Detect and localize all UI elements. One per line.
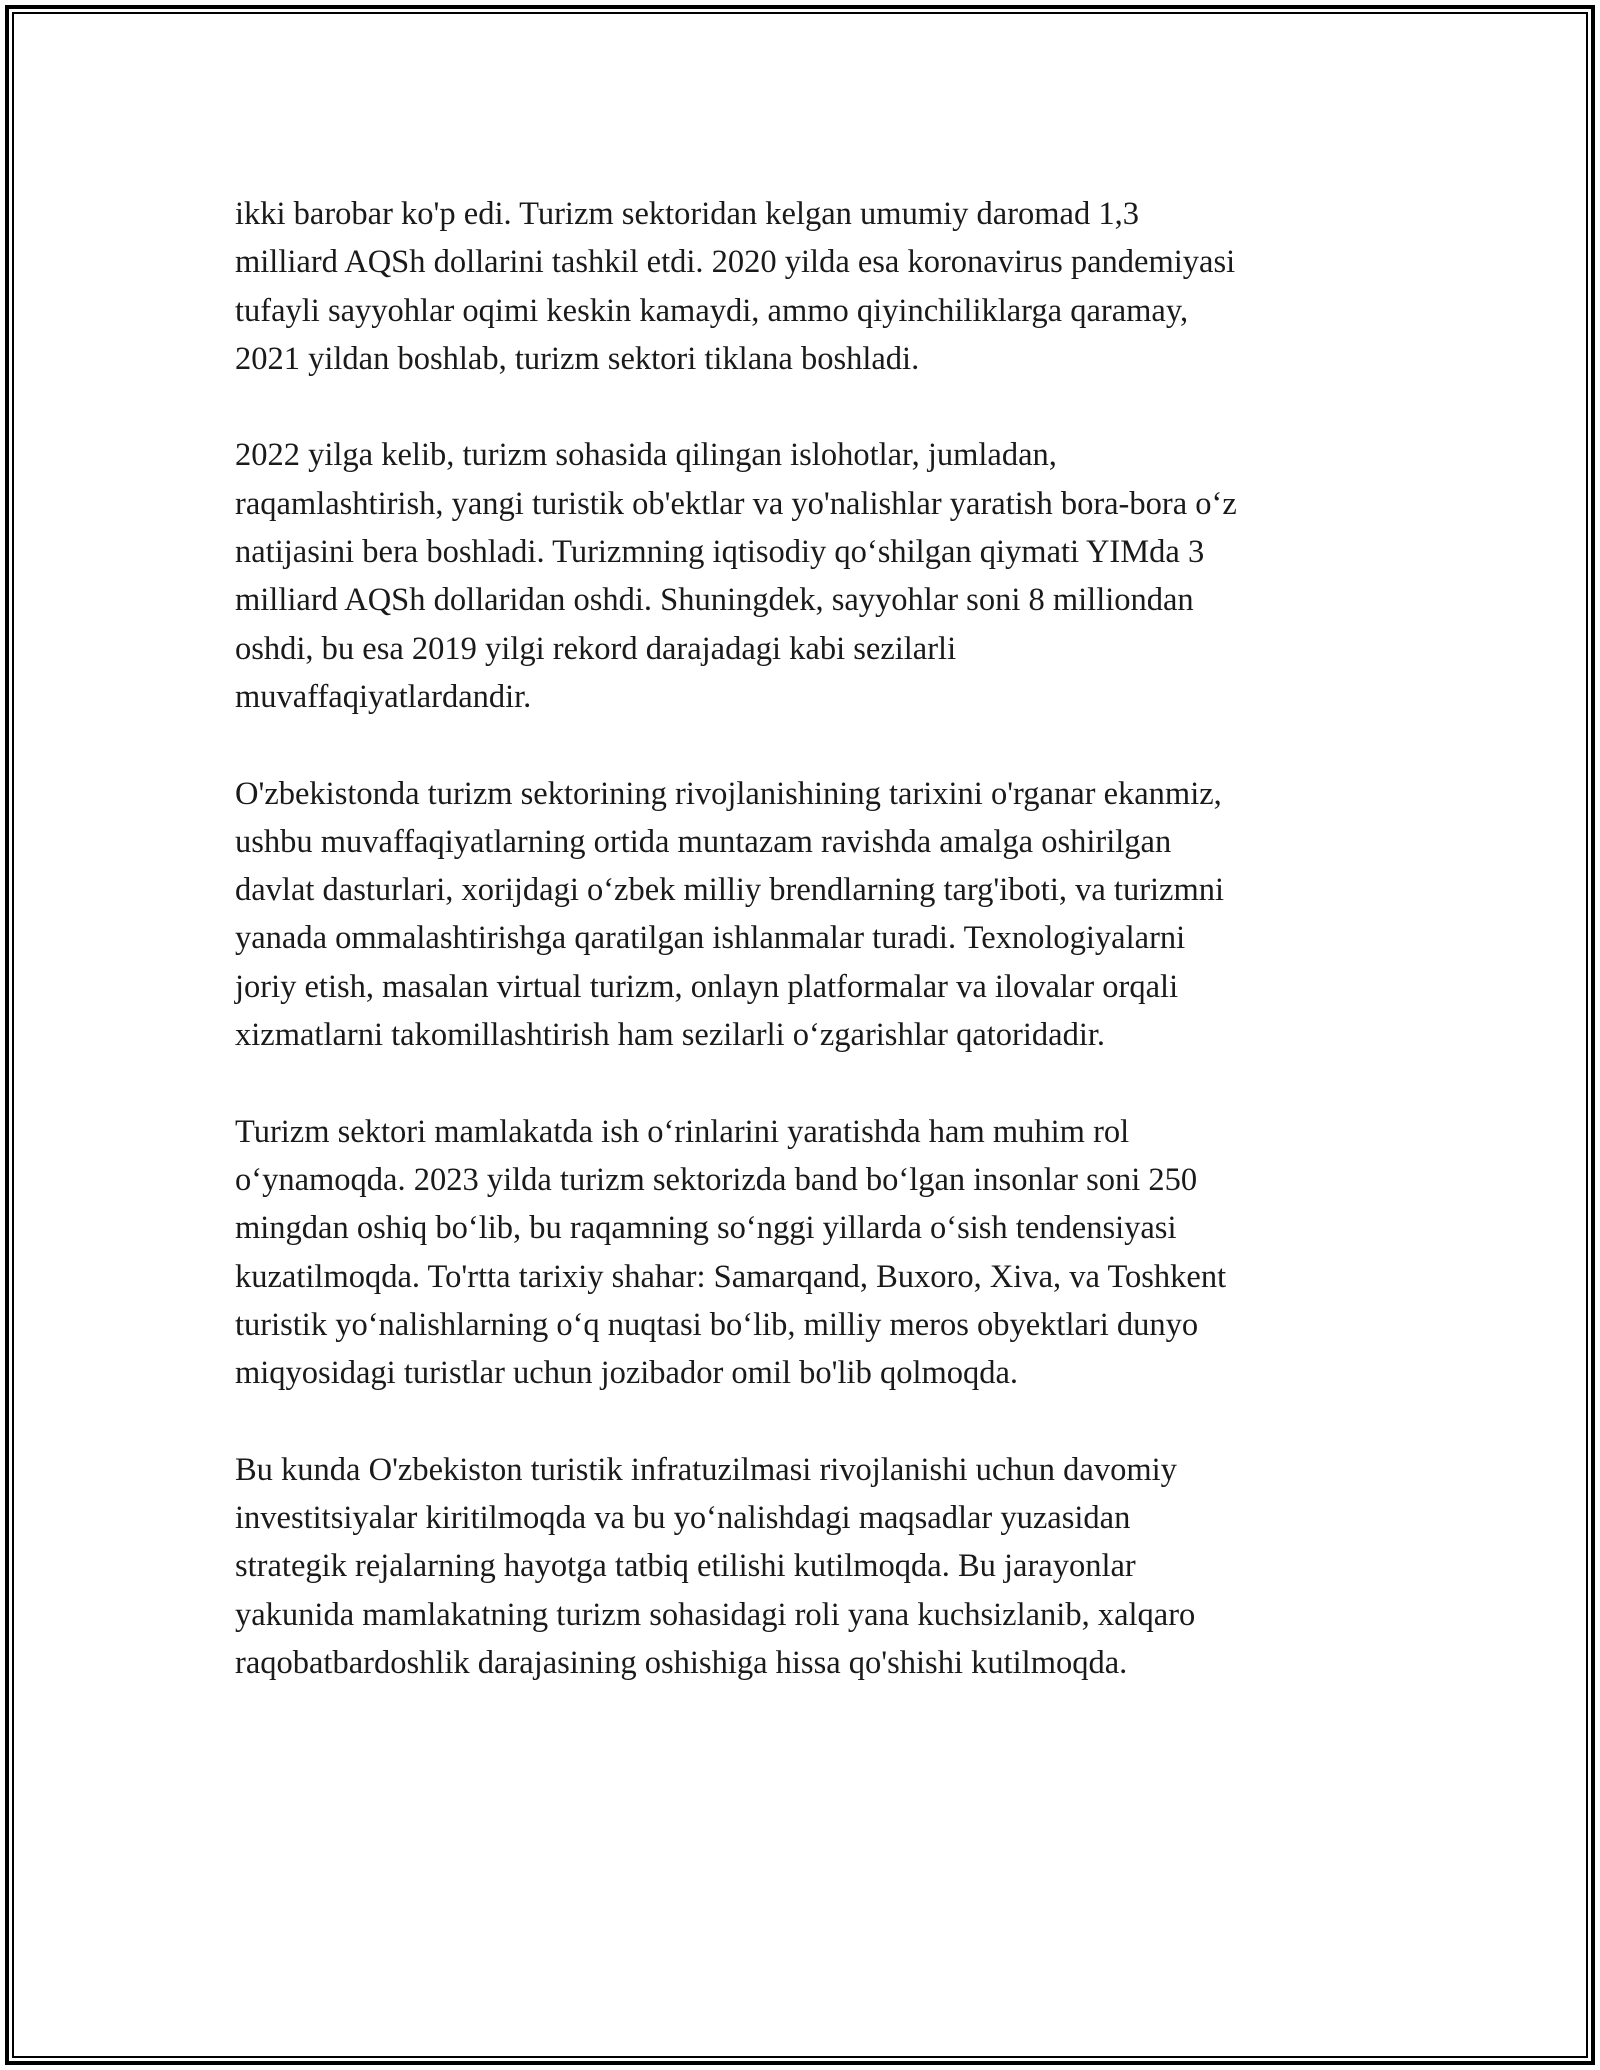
text-line: ushbu muvaffaqiyatlarning ortida muntazam ravishda amalga oshirilgan	[235, 823, 1172, 860]
text-line: strategik rejalarning hayotga tatbiq etilishi kutilmoqda. Bu jarayonlar	[235, 1548, 1136, 1585]
text-line: milliard AQSh dollaridan oshdi. Shuningdek, sayyohlar soni 8 milliondan	[235, 582, 1194, 619]
text-line: joriy etish, masalan virtual turizm, onlayn platformalar va ilovalar orqali	[235, 968, 1179, 1005]
text-line: Bu kunda O'zbekiston turistik infratuzilmasi rivojlanishi uchun davomiy	[235, 1451, 1177, 1488]
text-line: ikki barobar ko'p edi. Turizm sektoridan kelgan umumiy daromad 1,3	[235, 196, 1139, 232]
paragraph-3	[235, 770, 1390, 1060]
paragraph-1	[235, 190, 1390, 383]
text-line: milliard AQSh dollarini tashkil etdi. 2020 yilda esa koronavirus pandemiyasi	[235, 244, 1236, 281]
text-line: oshdi, bu esa 2019 yilgi rekord darajadagi kabi sezilarli	[235, 630, 957, 667]
paragraph-4	[235, 1108, 1390, 1398]
text-line: kuzatilmoqda. To'rtta tarixiy shahar: Samarqand, Buxoro, Xiva, va Toshkent	[235, 1258, 1227, 1295]
text-line: muvaffaqiyatlardandir.	[235, 678, 532, 715]
text-line: davlat dasturlari, xorijdagi o‘zbek milliy brendlarning targ'iboti, va turizmni	[235, 872, 1225, 909]
text-line: natijasini bera boshladi. Turizmning iqtisodiy qo‘shilgan qiymati YIMda 3	[235, 534, 1205, 571]
paragraph-5	[235, 1446, 1390, 1687]
text-line: O'zbekistonda turizm sektorining rivojlanishining tarixini o'rganar ekanmiz,	[235, 775, 1222, 812]
text-line: Turizm sektori mamlakatda ish o‘rinlarini yaratishda ham muhim rol	[235, 1113, 1130, 1150]
document-body	[235, 190, 1390, 1687]
text-line: yakunida mamlakatning turizm sohasidagi roli yana kuchsizlanib, xalqaro	[235, 1596, 1196, 1633]
text-line: mingdan oshiq bo‘lib, bu raqamning so‘nggi yillarda o‘sish tendensiyasi	[235, 1210, 1177, 1247]
text-line: turistik yo‘nalishlarning o‘q nuqtasi bo‘lib, milliy meros obyektlari dunyo	[235, 1306, 1199, 1343]
text-line: raqamlashtirish, yangi turistik ob'ektlar va yo'nalishlar yaratish bora-bora o‘z	[235, 485, 1237, 522]
text-line: 2022 yilga kelib, turizm sohasida qilingan islohotlar, jumladan,	[235, 437, 1057, 474]
text-line: raqobatbardoshlik darajasining oshishiga hissa qo'shishi kutilmoqda.	[235, 1644, 1128, 1681]
text-line: xizmatlarni takomillashtirish ham sezilarli o‘zgarishlar qatoridadir.	[235, 1017, 1106, 1054]
text-line: 2021 yildan boshlab, turizm sektori tiklana boshladi.	[235, 340, 920, 377]
text-line: yanada ommalashtirishga qaratilgan ishlanmalar turadi. Texnologiyalarni	[235, 920, 1186, 957]
paragraph-2	[235, 431, 1390, 721]
text-line: tufayli sayyohlar oqimi keskin kamaydi, ammo qiyinchiliklarga qaramay,	[235, 292, 1189, 329]
text-line: o‘ynamoqda. 2023 yilda turizm sektorizda band bo‘lgan insonlar soni 250	[235, 1161, 1198, 1198]
text-line: investitsiyalar kiritilmoqda va bu yo‘nalishdagi maqsadlar yuzasidan	[235, 1500, 1131, 1537]
text-line: miqyosidagi turistlar uchun jozibador omil bo'lib qolmoqda.	[235, 1355, 1019, 1392]
